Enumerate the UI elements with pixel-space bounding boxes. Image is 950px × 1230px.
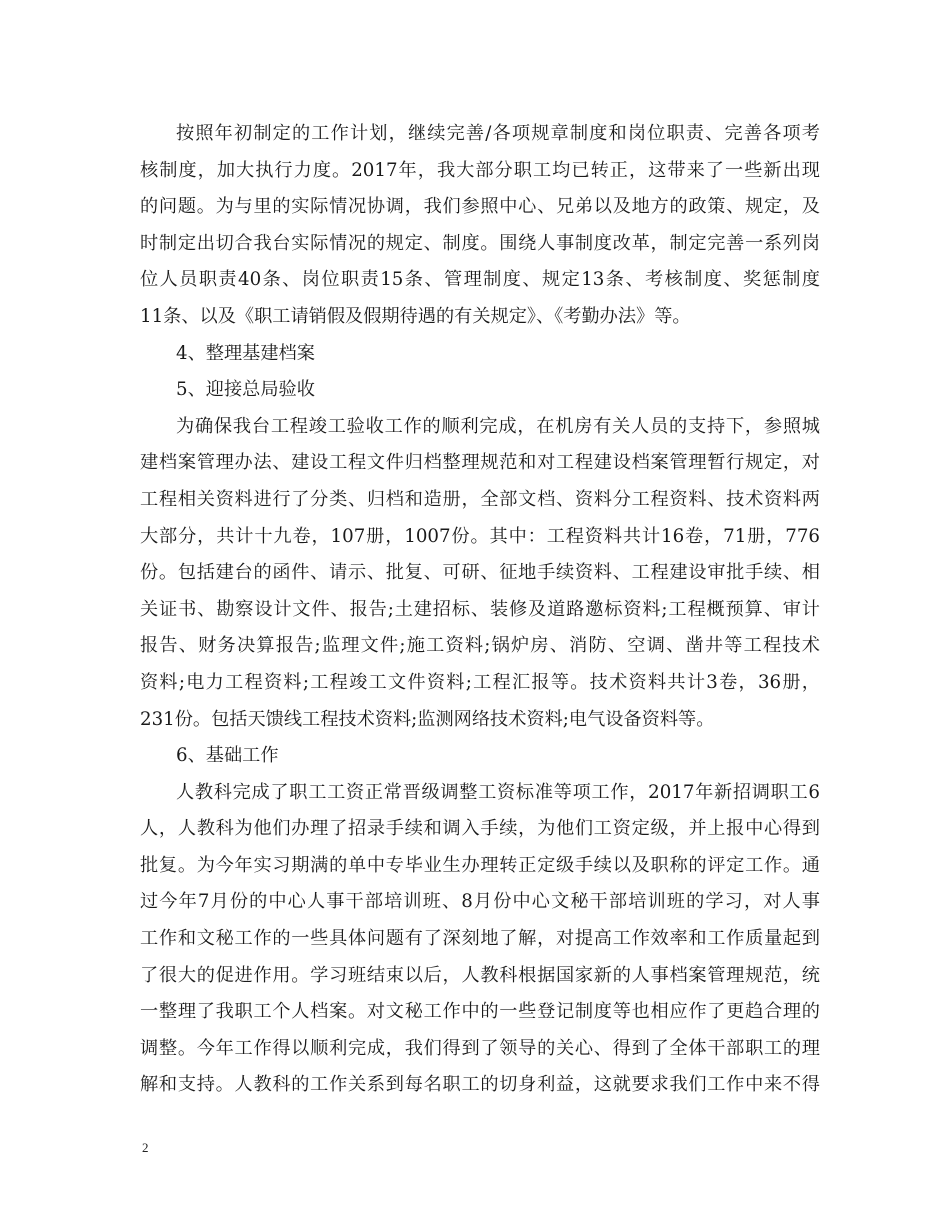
text-line: 工作和文秘工作的一些具体问题有了深刻地了解，对提高工作效率和工作质量起到 — [140, 928, 820, 950]
text-line: 231份。包括天馈线工程技术资料;监测网络技术资料;电气设备资料等。 — [140, 708, 715, 730]
text-line: 报告、财务决算报告;监理文件;施工资料;锅炉房、消防、空调、凿井等工程技术 — [140, 635, 820, 657]
text-line: 批复。为今年实习期满的单中专毕业生办理转正定级手续以及职称的评定工作。通 — [140, 854, 820, 876]
text-line: 过今年7月份的中心人事干部培训班、8月份中心文秘干部培训班的学习，对人事 — [140, 891, 820, 913]
text-line: 关证书、勘察设计文件、报告;土建招标、装修及道路邀标资料;工程概预算、审计 — [140, 598, 820, 620]
text-line: 11条、以及《职工请销假及假期待遇的有关规定》、《考勤办法》等。 — [140, 305, 691, 327]
text-line: 了很大的促进作用。学习班结束以后，人教科根据国家新的人事档案管理规范，统 — [140, 964, 820, 986]
text-line: 的问题。为与里的实际情况协调，我们参照中心、兄弟以及地方的政策、规定，及 — [140, 196, 820, 218]
text-line: 建档案管理办法、建设工程文件归档整理规范和对工程建设档案管理暂行规定，对 — [140, 452, 820, 474]
text-line: 份。包括建台的函件、请示、批复、可研、征地手续资料、工程建设审批手续、相 — [140, 562, 820, 584]
text-line: 核制度，加大执行力度。2017年，我大部分职工均已转正，这带来了一些新出现 — [140, 159, 820, 181]
text-line: 资料;电力工程资料;工程竣工文件资料;工程汇报等。技术资料共计3卷，36册， — [140, 671, 820, 693]
text-line: 一整理了我职工个人档案。对文秘工作中的一些登记制度等也相应作了更趋合理的 — [140, 1001, 820, 1023]
text-line: 位人员职责40条、岗位职责15条、管理制度、规定13条、考核制度、奖惩制度 — [140, 269, 820, 291]
text-line: 时制定出切合我台实际情况的规定、制度。围绕人事制度改革，制定完善一系列岗 — [140, 232, 820, 254]
text-line: 为确保我台工程竣工验收工作的顺利完成，在机房有关人员的支持下，参照城 — [176, 415, 820, 437]
text-line: 解和支持。人教科的工作关系到每名职工的切身利益，这就要求我们工作中来不得 — [140, 1074, 820, 1096]
page-number: 2 — [142, 1140, 149, 1155]
text-line: 5、迎接总局验收 — [176, 379, 315, 401]
text-line: 工程相关资料进行了分类、归档和造册，全部文档、资料分工程资料、技术资料两 — [140, 488, 820, 510]
document-body — [140, 116, 820, 1104]
text-line: 大部分，共计十九卷，107册，1007份。其中：工程资料共计16卷，71册，776 — [140, 525, 820, 547]
text-line: 按照年初制定的工作计划，继续完善/各项规章制度和岗位职责、完善各项考 — [176, 123, 820, 144]
text-line: 调整。今年工作得以顺利完成，我们得到了领导的关心、得到了全体干部职工的理 — [140, 1037, 820, 1059]
text-line: 人，人教科为他们办理了招录手续和调入手续，为他们工资定级，并上报中心得到 — [140, 818, 820, 840]
text-line: 6、基础工作 — [176, 745, 279, 767]
text-line: 4、整理基建档案 — [176, 342, 315, 364]
text-line: 人教科完成了职工工资正常晋级调整工资标准等项工作，2017年新招调职工6 — [176, 781, 820, 803]
